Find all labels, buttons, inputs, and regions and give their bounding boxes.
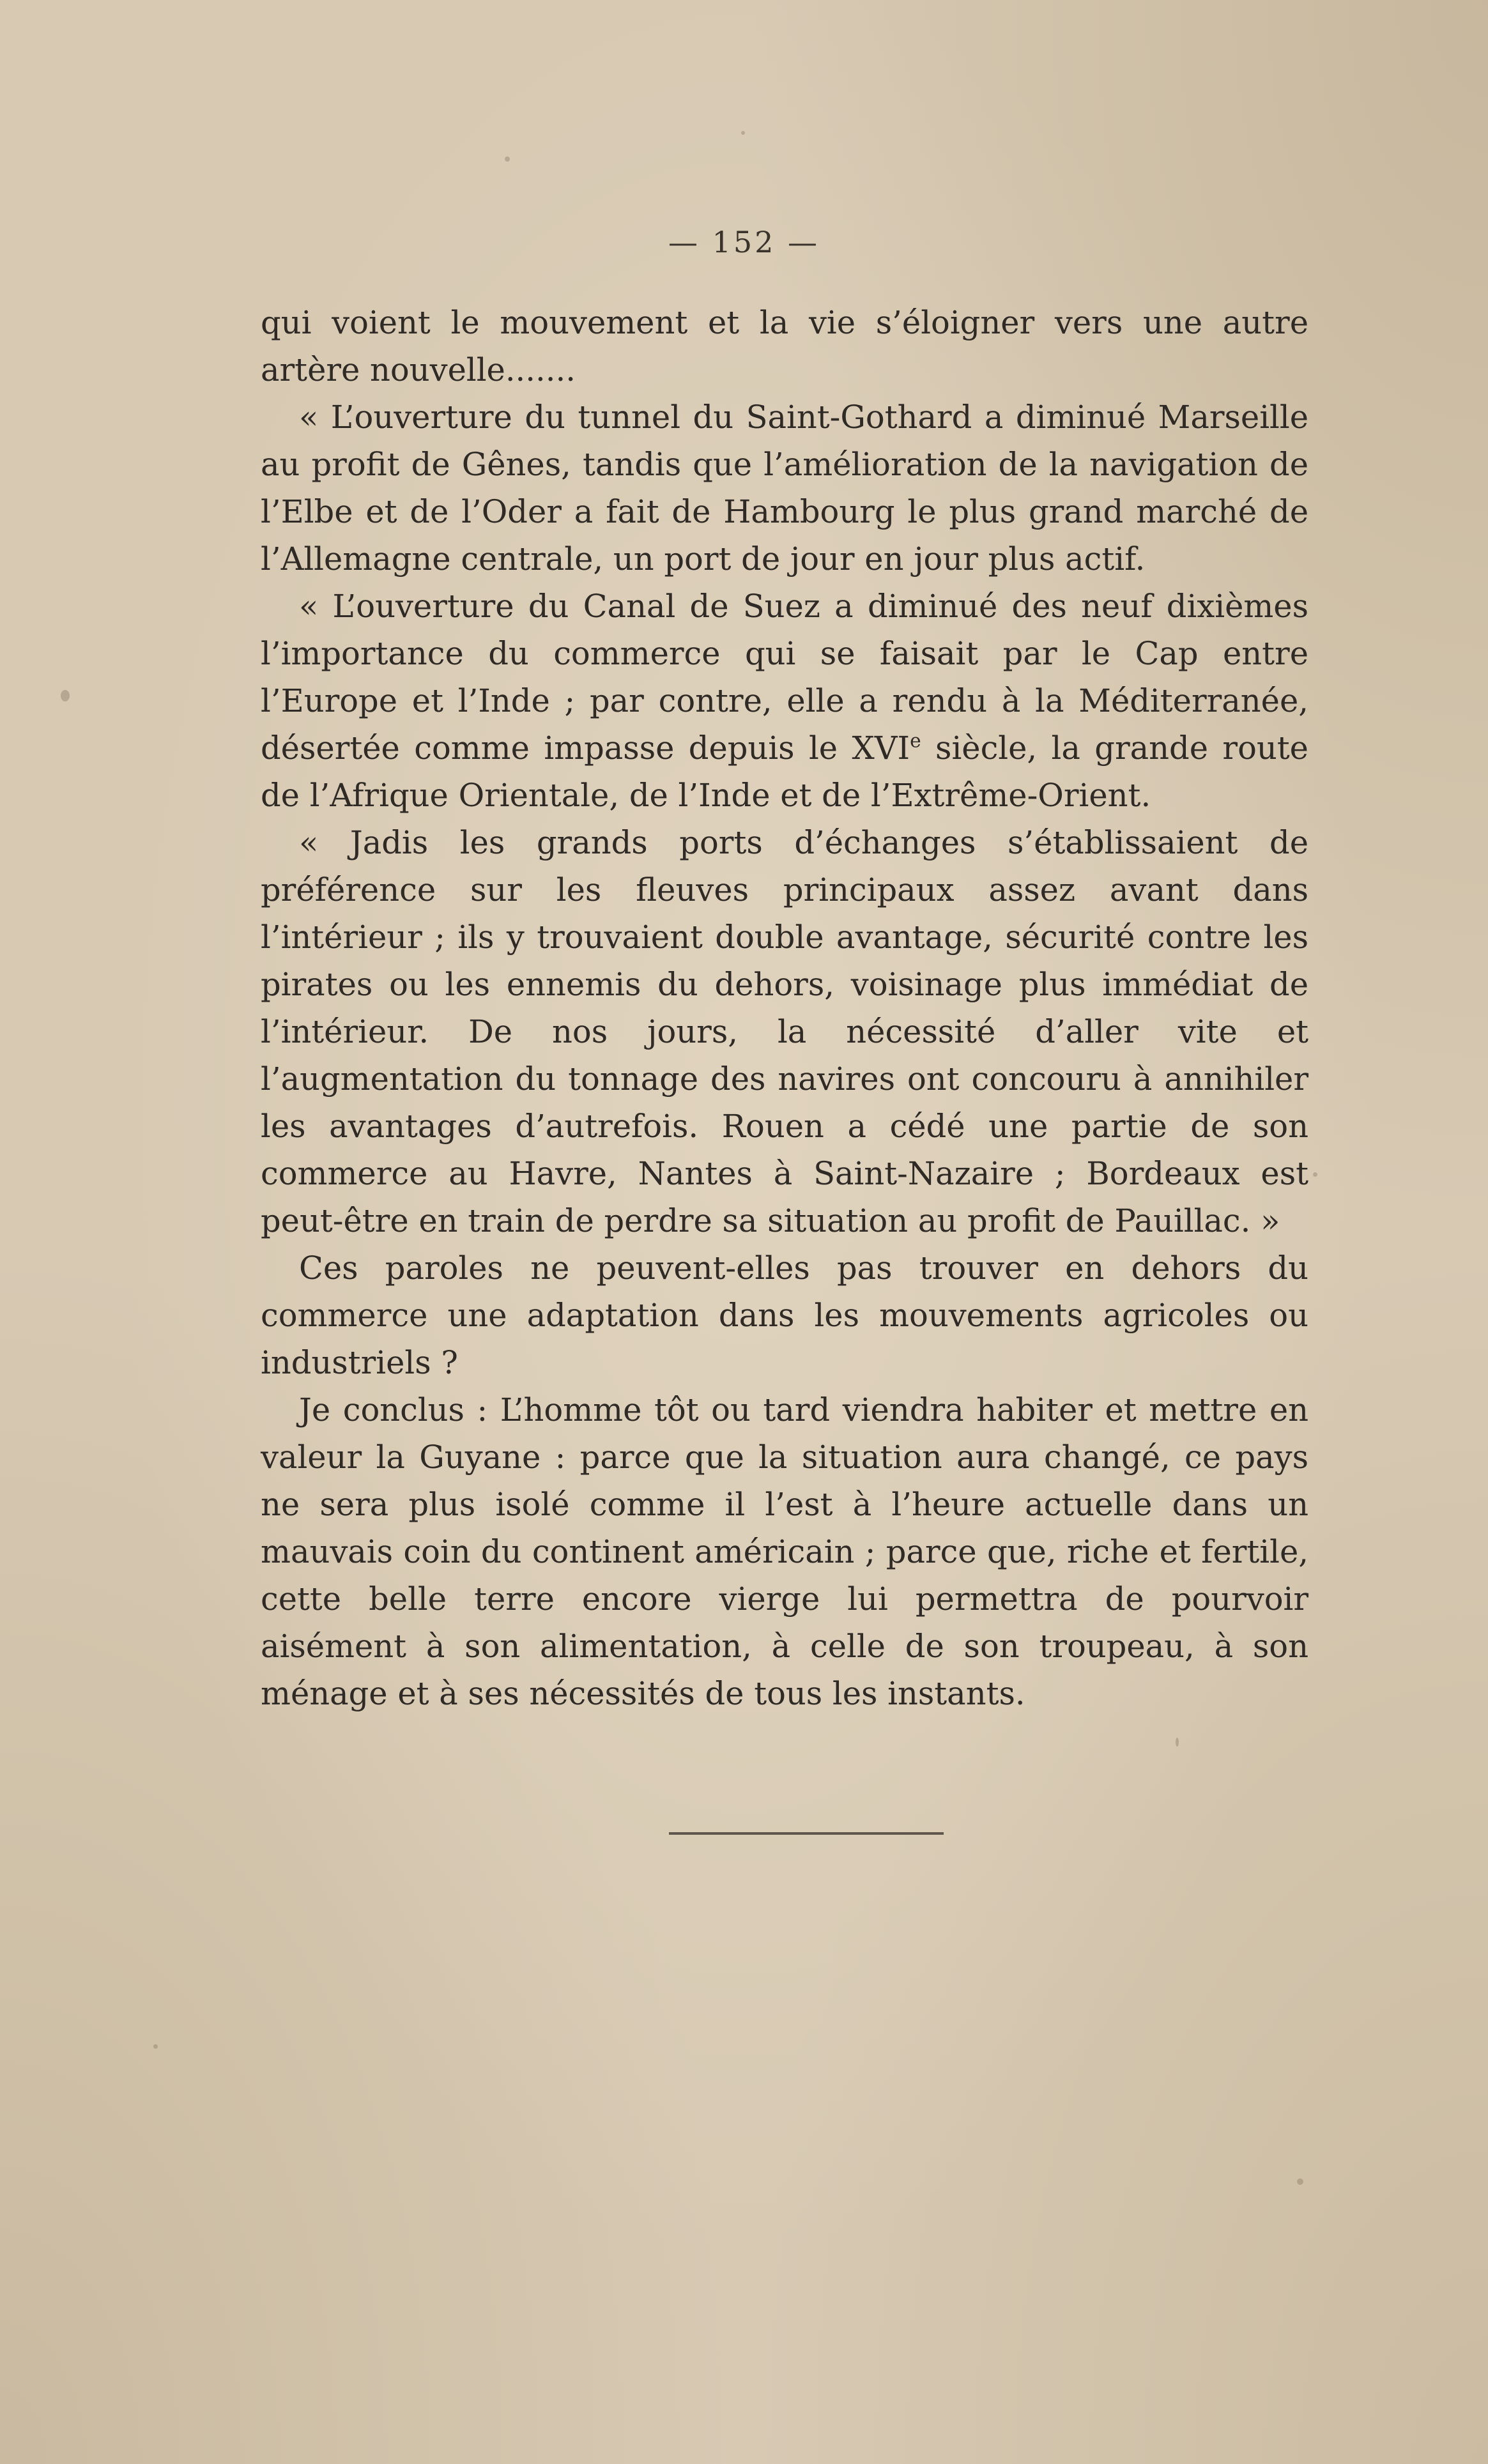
paragraph: « L’ouverture du tunnel du Saint-Gothard a diminué Marseille au profit de Gênes, tandis que l’amélioration de la navigation de l’Elbe et de l’Oder a fait de Hambourg le plus grand marché de l’Allemagne centrale, un port de jour en jour plus actif. <box>261 399 1308 578</box>
paragraph: « Jadis les grands ports d’échanges s’établissaient de préférence sur les fleuves principaux assez avant dans l’intérieur ; ils y trouvaient double avantage, sécurité contre les pirates ou les ennemis du dehors, voisinage plus immédiat de l’intérieur. De nos jours, la nécessité d’aller vite et l’augmentation du tonnage des navires ont concouru à annihiler les avantages d’autrefois. Rouen a cédé une partie de son commerce au Havre, Nantes à Saint-Nazaire ; Bordeaux est peut-être en train de perdre sa situation au profit de Pauillac. » <box>261 824 1308 1239</box>
paragraph <box>261 583 1308 819</box>
paper-speck <box>61 690 70 701</box>
paragraph: Ces paroles ne peuvent-elles pas trouver en dehors du commerce une adaptation dans les mouvements agricoles ou industriels ? <box>261 1250 1308 1381</box>
paper-speck <box>1176 1738 1179 1747</box>
paragraph-text: « L’ouverture du Canal de Suez a diminué des neuf dixièmes l’importance du commerce qui se faisait par le Cap entre l’Europe et l’Inde ; par contre, elle a rendu à la Méditerranée, désertée comme impasse depuis le <box>261 588 1308 767</box>
end-rule <box>669 1832 944 1835</box>
century-superscript: e <box>910 730 921 753</box>
paragraph: Je conclus : L’homme tôt ou tard viendra habiter et mettre en valeur la Guyane : parce que la situation aura changé, ce pays ne sera plus isolé comme il l’est à l’heure actuelle dans un mauvais coin du continent américain ; parce que, riche et fertile, cette belle terre encore vierge lui permettra de pourvoir aisément à son alimentation, à celle de son troupeau, à son ménage et à ses nécessités de tous les instants. <box>261 1391 1308 1712</box>
paragraph-text: siècle, la grande route de l’Afrique Orientale, de l’Inde et de l’Extrême-Orient. <box>261 730 1308 814</box>
page-number: — 152 — <box>668 225 820 259</box>
paragraph: qui voient le mouvement et la vie s’éloigner vers une autre artère nouvelle....... <box>261 304 1308 388</box>
body-text <box>261 299 1308 1717</box>
paper-speck <box>505 157 510 162</box>
paper-speck <box>741 131 745 135</box>
century-numeral: XVI <box>852 730 910 767</box>
paper-speck <box>153 2044 158 2049</box>
paper-speck <box>1297 2178 1303 2185</box>
paper-speck <box>1313 1172 1317 1177</box>
